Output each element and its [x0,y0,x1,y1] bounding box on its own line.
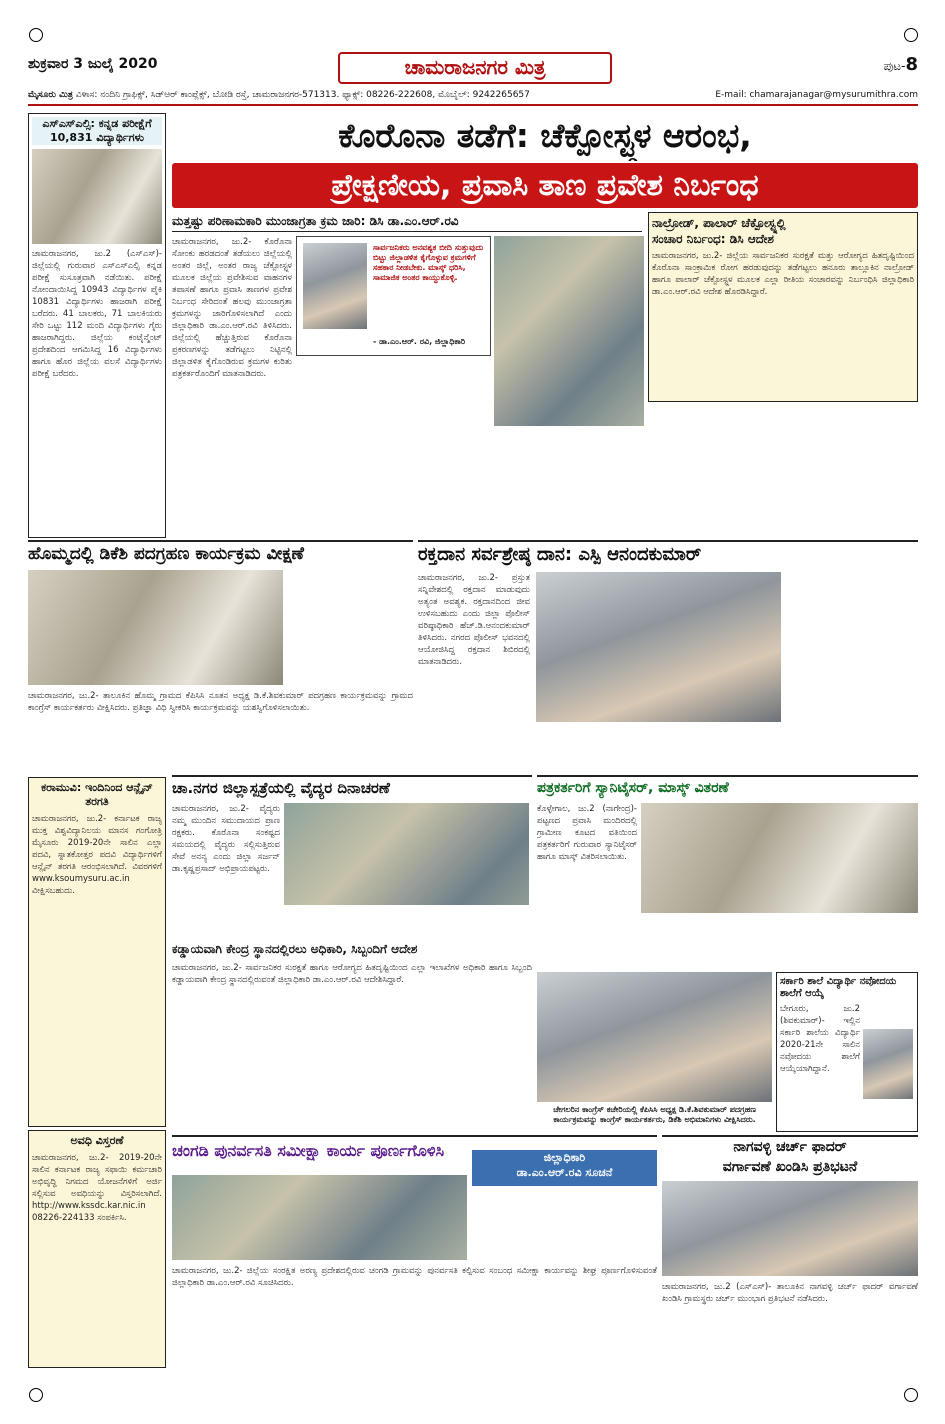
checkpost-photo [494,236,644,426]
dks-watch-photo [537,972,772,1102]
lead-title-line1: ಕೊರೊನಾ ತಡೆಗೆ: ಚೆಕ್ಪೋಸ್ಟ್ಗಳ ಆರಂಭ, [338,116,752,155]
rehab-tag2: ಡಾ.ಎಂ.ಆರ್.ರವಿ ಸೂಚನೆ [516,1166,613,1179]
school-title: ಸರ್ಕಾರಿ ಶಾಲೆ ವಿದ್ಯಾರ್ಥಿ ನವೋದಯ ಶಾಲೆಗೆ ಆಯ್ಕೆ [780,976,897,999]
sslc-photo [32,149,162,244]
lead-subtitle-text: ಮತ್ತಷ್ಟು ಪರಿಣಾಮಕಾರಿ ಮುಂಜಾಗ್ರತಾ ಕ್ರಮ ಜಾರಿ: ಡಿಸಿ ಡಾ.ಎಂ.ಆರ್.ರವಿ [172,214,459,228]
checkpost-title: ನಾಲ್ರೋಡ್, ಪಾಲಾರ್ ಚೆಕ್ಪೋಸ್ಟ್ನಲ್ಲಿ [652,216,786,230]
blood-title: ರಕ್ತದಾನ ಸರ್ವಶ್ರೇಷ್ಠ ದಾನ: ಎಸ್ಪಿ ಆನಂದಕುಮಾರ್ [418,544,702,565]
lead-headline [172,113,918,161]
father-article [662,1135,918,1368]
lead-quote-box [296,236,491,356]
lead-quote-by: - ಡಾ.ಎಂ.ಆರ್. ರವಿ, ಜಿಲ್ಲಾಧಿಕಾರಿ [373,337,466,346]
extension-article [28,1130,166,1368]
sslc-body: ಚಾಮರಾಜನಗರ, ಜು.2 (ಎಸ್ಎಸ್)- ಜಿಲ್ಲೆಯಲ್ಲಿ ಗುರುವಾರ ಎಸ್ಎಸ್ಎಲ್ಸಿ ಕನ್ನಡ ಪರೀಕ್ಷೆ ಸುಸೂತ್ರವಾಗಿ ನಡೆಯಿತು. ಪರೀಕ್ಷೆ ನೋಂದಾಯಿಸಿದ್ದ 10943 ವಿದ್ಯಾರ್ಥಿಗಳ ಪೈಕಿ 10831 ವಿದ್ಯಾರ್ಥಿಗಳು ಹಾಜರಾಗಿ ಪರೀಕ್ಷೆ ಬರೆದರು. 41 ಬಾಲಕರು, 71 ಬಾಲಕಿಯರು ಸೇರಿ ಒಟ್ಟು 112 ಮಂದಿ ವಿದ್ಯಾರ್ಥಿಗಳು ಗೈರು ಹಾಜರಾಗಿದ್ದರು. ಜಿಲ್ಲೆಯ ಕಂಟೈನ್ಮೆಂಟ್ ಪ್ರದೇಶದಿಂದ ಆಗಮಿಸಿದ್ದ 16 ವಿದ್ಯಾರ್ಥಿಗಳು ಹಾಗೂ ಹೊರ ಜಿಲ್ಲೆಯ ವಲಸೆ ವಿದ್ಯಾರ್ಥಿಗಳು ಪರೀಕ್ಷೆ ಬರೆದರು. [32,249,162,379]
ksou-body: ಚಾಮರಾಜನಗರ, ಜು.2- ಕರ್ನಾಟಕ ರಾಜ್ಯ ಮುಕ್ತ ವಿಶ್ವವಿದ್ಯಾನಿಲಯ ಮಾನಸ ಗಂಗೋತ್ರಿ ಮೈಸೂರು 2019-20ನೇ ಸಾಲಿನ ಎಲ್ಲಾ ಪದವಿ, ಸ್ನಾತಕೋತ್ತರ ಪದವಿ ವಿದ್ಯಾರ್ಥಿಗಳಿಗೆ ಆನ್ಲೈನ್ ತರಗತಿ ಆರಂಭಿಸಲಾಗಿದೆ. ವಿವರಗಳಿಗೆ www.ksoumysuru.ac.in ವೀಕ್ಷಿಸಬಹುದು. [32,814,162,896]
father-body: ಚಾಮರಾಜನಗರ, ಜು.2 (ಎಸ್ಎಸ್)- ತಾಲೂಕಿನ ನಾಗವಳ್ಳಿ ಚರ್ಚ್ ಫಾದರ್ ವರ್ಗಾವಣೆ ಖಂಡಿಸಿ ಗ್ರಾಮಸ್ಥರು ಚರ್ಚ್ ಮುಂಭಾಗ ಪ್ರತಿಭಟನೆ ನಡೆಸಿದರು. [662,1282,918,1304]
sanitizer-title: ಪತ್ರಕರ್ತರಿಗೆ ಸ್ಯಾನಿಟೈಸರ್, ಮಾಸ್ಕ್ ವಿತರಣೆ [537,780,729,796]
page-label: ಪುಟ- [883,59,906,73]
checkpost-subtitle: ಸಂಚಾರ ನಿರ್ಬಂಧ: ಡಿಸಿ ಆದೇಶ [652,232,774,246]
blood-body: ಚಾಮರಾಜನಗರ, ಜು.2- ಪ್ರಸ್ತುತ ಸನ್ನಿವೇಶದಲ್ಲಿ ರಕ್ತದಾನ ಮಾಡುವುದು ಅತ್ಯಂತ ಅವಶ್ಯಕ. ರಕ್ತದಾನದಿಂದ ಜೀವ ಉಳಿಸಬಹುದು ಎಂದು ಜಿಲ್ಲಾ ಪೊಲೀಸ್ ವರಿಷ್ಠಾಧಿಕಾರಿ ಹೆಚ್.ಡಿ.ಆನಂದಕುಮಾರ್ ತಿಳಿಸಿದರು. ನಗರದ ಪೊಲೀಸ್ ಭವನದಲ್ಲಿ ಆಯೋಜಿಸಿದ್ದ ರಕ್ತದಾನ ಶಿಬಿರದಲ್ಲಿ ಮಾತನಾಡಿದರು. [418,573,530,667]
father-photo [662,1181,918,1276]
rehab-body: ಚಾಮರಾಜನಗರ, ಜು.2- ಜಿಲ್ಲೆಯ ಸಂರಕ್ಷಿತ ಅರಣ್ಯ ಪ್ರದೇಶದಲ್ಲಿರುವ ಚಂಗಡಿ ಗ್ರಾಮವನ್ನು ಪುನರ್ವಸತಿ ಕಲ್ಪಿಸುವ ಸಂಬಂಧ ಸಮೀಕ್ಷಾ ಕಾರ್ಯವನ್ನು ಶೀಘ್ರ ಪೂರ್ಣಗೊಳಿಸುವಂತೆ ಜಿಲ್ಲಾಧಿಕಾರಿ ಡಾ.ಎಂ.ಆರ್.ರವಿ ಸೂಚಿಸಿದರು. [172,1266,657,1288]
rehab-tag [472,1150,657,1186]
officers-body: ಚಾಮರಾಜನಗರ, ಜು.2- ಸಾರ್ವಜನಿಕರ ಸುರಕ್ಷತೆ ಹಾಗೂ ಆರೋಗ್ಯದ ಹಿತದೃಷ್ಟಿಯಿಂದ ಎಲ್ಲಾ ಇಲಾಖೆಗಳ ಅಧಿಕಾರಿ ಹಾಗೂ ಸಿಬ್ಬಂದಿ ಕಡ್ಡಾಯವಾಗಿ ಕೇಂದ್ರ ಸ್ಥಾನದಲ್ಲಿರುವಂತೆ ಜಿಲ್ಲಾಧಿಕಾರಿ ಡಾ.ಎಂ.ಆರ್.ರವಿ ಆದೇಶಿಸಿದ್ದಾರೆ. [172,963,532,985]
address: ವಿಳಾಸ: ನಂದಿನಿ ಗ್ರಾಫಿಕ್ಸ್, ಸಿಡ್ಆರ್ ಕಾಂಪ್ಲೆಕ್ಸ್, ಬೋಡಿ ರಸ್ತೆ, ಚಾಮರಾಜನಗರ-571313. ಫ್ಯಾಕ್ಸ್: 08226-222608, ಮೊಬೈಲ್: 9242265657 [75,90,530,100]
officers-article [172,940,532,1130]
checkpost-body: ಚಾಮರಾಜನಗರ, ಜು.2- ಜಿಲ್ಲೆಯ ಸಾರ್ವಜನಿಕರ ಸುರಕ್ಷತೆ ಮತ್ತು ಆರೋಗ್ಯದ ಹಿತದೃಷ್ಟಿಯಿಂದ ಕೊರೊನಾ ಸಾಂಕ್ರಾಮಿಕ ರೋಗ ಹರಡುವುದನ್ನು ತಡೆಗಟ್ಟಲು ಹನೂರು ತಾಲ್ಲೂಕಿನ ನಾಲ್ರೋಡ್ ಹಾಗೂ ಪಾಲಾರ್ ಚೆಕ್ಪೋಸ್ಟ್ಗಳ ಮೂಲಕ ಎಲ್ಲಾ ರೀತಿಯ ಸಂಚಾರವನ್ನು ನಿರ್ಬಂಧಿಸಿ ಜಿಲ್ಲಾಧಿಕಾರಿ ಡಾ.ಎಂ.ಆರ್.ರವಿ ಆದೇಶ ಹೊರಡಿಸಿದ್ದಾರೆ. [652,251,914,297]
issue-date: ಶುಕ್ರವಾರ 3 ಜುಲೈ 2020 [28,56,158,72]
sanitizer-caption: ಚೇಗಲರಿನ ಕಾಂಗ್ರೆಸ್ ಕಚೇರಿಯಲ್ಲಿ ಕೆಪಿಸಿಸಿ ಅಧ್ಯಕ್ಷ ಡಿ.ಕೆ.ಶಿವಕುಮಾರ್ ಪದಗ್ರಹಣ ಕಾರ್ಯಕ್ರಮವನ್ನು ಕಾಂಗ್ರೆಸ್ ಕಾರ್ಯಕರ್ತರು, ಡಿಕೆಶಿ ಅಭಿಮಾನಿಗಳು ವೀಕ್ಷಿಸಿದರು. [553,1105,756,1124]
school-article [776,972,918,1132]
dks-article [28,540,413,770]
lead-title-line2: ಪ್ರೇಕ್ಷಣೀಯ, ಪ್ರವಾಸಿ ತಾಣ ಪ್ರವೇಶ ನಿರ್ಬಂಧ [331,168,759,203]
paper-name: ಚಾಮರಾಜನಗರ ಮಿತ್ರ [338,52,612,84]
doctors-article [172,775,532,905]
ksou-article [28,777,166,1127]
doctors-body: ಚಾಮರಾಜನಗರ, ಜು.2- ವೈದ್ಯರು ನಮ್ಮ ಮುಂದಿನ ಸಮುದಾಯದ ಪ್ರಾಣ ರಕ್ಷಕರು. ಕೊರೊನಾ ಸಂಕಷ್ಟದ ಸಮಯದಲ್ಲಿ ವೈದ್ಯರು ಸಲ್ಲಿಸುತ್ತಿರುವ ಸೇವೆ ಅನನ್ಯ ಎಂದು ಜಿಲ್ಲಾ ಸರ್ಜನ್ ಡಾ.ಕೃಷ್ಣಪ್ರಸಾದ್ ಅಭಿಪ್ರಾಯಪಟ್ಟರು. [172,804,280,874]
registration-mark [29,1388,43,1402]
publisher: ಮೈಸೂರು ಮಿತ್ರ [28,90,73,100]
father-title1: ನಾಗವಳ್ಳಿ ಚರ್ಚ್ ಫಾದರ್ [733,1139,847,1155]
student-photo [863,1029,913,1099]
lead-subtitle [172,212,642,232]
sslc-article [28,113,166,538]
checkpost-article [648,212,918,402]
registration-mark [904,1388,918,1402]
rehab-title: ಚಂಗಡಿ ಪುನರ್ವಸತಿ ಸಮೀಕ್ಷಾ ಕಾರ್ಯ ಪೂರ್ಣಗೊಳಿಸಿ [172,1141,445,1160]
dks-title: ಹೊಮ್ಮದಲ್ಲಿ ಡಿಕೆಶಿ ಪದಗ್ರಹಣ ಕಾರ್ಯಕ್ರಮ ವೀಕ್ಷಣೆ [28,544,304,564]
rehab-tag1: ಜಿಲ್ಲಾಧಿಕಾರಿ [543,1151,586,1164]
page-number [884,54,918,75]
blood-photo [536,572,781,722]
contact-line [28,90,918,106]
dks-photo [28,570,283,685]
doctors-title: ಚಾ.ನಗರ ಜಿಲ್ಲಾಸ್ಪತ್ರೆಯಲ್ಲಿ ವೈದ್ಯರ ದಿನಾಚರಣೆ [172,779,390,797]
ksou-title: ಕರಾಮುವಿ: ಇಂದಿನಿಂದ ಆನ್ಲೈನ್ ತರಗತಿ [41,781,153,808]
sanitizer-photo [641,803,918,913]
dc-portrait [303,243,367,329]
dks-body: ಚಾಮರಾಜನಗರ, ಜು.2- ತಾಲೂಕಿನ ಹೊಮ್ಮ ಗ್ರಾಮದ ಕೆಪಿಸಿಸಿ ನೂತನ ಅಧ್ಯಕ್ಷ ಡಿ.ಕೆ.ಶಿವಕುಮಾರ್ ಪದಗ್ರಹಣ ಕಾರ್ಯಕ್ರಮವನ್ನು ಗ್ರಾಮದ ಕಾಂಗ್ರೆಸ್ ಕಾರ್ಯಕರ್ತರು ವೀಕ್ಷಿಸಿದರು. ಪ್ರತಿಜ್ಞಾ ವಿಧಿ ಸ್ವೀಕರಿಸಿ ಕಾರ್ಯಕ್ರಮವನ್ನು ಯಶಸ್ವಿಗೊಳಿಸಲಾಯಿತು. [28,691,413,713]
sslc-title: ಎಸ್ಎಸ್ಎಲ್ಸಿ: ಕನ್ನಡ ಪರೀಕ್ಷೆಗೆ 10,831 ವಿದ್ಯಾರ್ಥಿಗಳು [32,117,162,145]
school-body: ಬೇಗೂರು, ಜು.2 (ಶಿವಕುಮಾರ್)- ಇಲ್ಲಿನ ಸರ್ಕಾರಿ ಶಾಲೆಯ ವಿದ್ಯಾರ್ಥಿ 2020-21ನೇ ಸಾಲಿನ ನವೋದಯ ಶಾಲೆಗೆ ಆಯ್ಕೆಯಾಗಿದ್ದಾನೆ. [780,1004,860,1074]
page-number-value: 8 [905,54,918,75]
email: E-mail: chamarajanagar@mysurumithra.com [715,90,918,100]
lead-body: ಚಾಮರಾಜನಗರ, ಜು.2- ಕೊರೊನಾ ಸೋಂಕು ಹರಡದಂತೆ ತಡೆಯಲು ಜಿಲ್ಲೆಯಲ್ಲಿ ಅಂತರ ಜಿಲ್ಲೆ, ಅಂತರ ರಾಜ್ಯ ಚೆಕ್ಪೋಸ್ಟ್ಗಳ ಮೂಲಕ ಜಿಲ್ಲೆಯ ಪ್ರವೇಶಿಸುವ ವಾಹನಗಳ ತಪಾಸಣೆ ಹಾಗೂ ಪ್ರವಾಸಿ ತಾಣಗಳ ಪ್ರವೇಶ ನಿರ್ಬಂಧ ಸೇರಿದಂತೆ ಹಲವು ಮುಂಜಾಗ್ರತಾ ಕ್ರಮಗಳನ್ನು ಜಾರಿಗೊಳಿಸಲಾಗಿದೆ ಎಂದು ಜಿಲ್ಲಾಧಿಕಾರಿ ಡಾ.ಎಂ.ಆರ್.ರವಿ ತಿಳಿಸಿದರು. ಜಿಲ್ಲೆಯಲ್ಲಿ ಹೆಚ್ಚುತ್ತಿರುವ ಕೊರೊನಾ ಪ್ರಕರಣಗಳನ್ನು ತಡೆಗಟ್ಟಲು ನಿಟ್ಟಿನಲ್ಲಿ ಜಿಲ್ಲಾಡಳಿತ ಕೈಗೊಂಡಿರುವ ಕ್ರಮಗಳ ಕುರಿತು ಪತ್ರಕರ್ತರೊಂದಿಗೆ ಮಾತನಾಡಿದರು. [172,237,292,379]
registration-mark [29,28,43,42]
blood-article [418,540,918,770]
extension-body: ಚಾಮರಾಜನಗರ, ಜು.2- 2019-20ನೇ ಸಾಲಿನ ಕರ್ನಾಟಕ ರಾಜ್ಯ ಸಫಾಯಿ ಕರ್ಮಚಾರಿ ಅಭಿವೃದ್ಧಿ ನಿಗಮದ ಯೋಜನೆಗಳಿಗೆ ಅರ್ಜಿ ಸಲ್ಲಿಸುವ ಅವಧಿಯನ್ನು ವಿಸ್ತರಿಸಲಾಗಿದೆ. http://www.kssdc.kar.nic.in 08226-224133 ಸಂಪರ್ಕಿಸಿ. [32,1153,162,1223]
officers-title: ಕಡ್ಡಾಯವಾಗಿ ಕೇಂದ್ರ ಸ್ಥಾನದಲ್ಲಿರಲು ಅಧಿಕಾರಿ, ಸಿಬ್ಬಂದಿಗೆ ಆದೇಶ [172,942,418,956]
rehab-photo [172,1175,467,1260]
doctors-photo [284,803,529,905]
sanitizer-body: ಕೊಳ್ಳೇಗಾಲ, ಜು.2 (ನಾಗೇಂದ್ರ)- ಪಟ್ಟಣದ ಪ್ರವಾಸಿ ಮಂದಿರದಲ್ಲಿ ಗ್ರಾಮೀಣ ಕೂಟದ ವತಿಯಿಂದ ಪತ್ರಕರ್ತರಿಗೆ ಗುರುವಾರ ಸ್ಯಾನಿಟೈಸರ್ ಹಾಗೂ ಮಾಸ್ಕ್ ವಿತರಿಸಲಾಯಿತು. [537,804,637,862]
lead-quote: ಸಾರ್ವಜನಿಕರು ಅನವಶ್ಯಕ ಬೀದಿ ಸುತ್ತುವುದು ಬಿಟ್ಟು ಜಿಲ್ಲಾಡಳಿತ ಕೈಗೊಳ್ಳುವ ಕ್ರಮಗಳಿಗೆ ಸಹಕಾರ ನೀಡಬೇಕು. ಮಾಸ್ಕ್ ಧರಿಸಿ, ಸಾಮಾಜಿಕ ಅಂತರ ಕಾಯ್ದುಕೊಳ್ಳಿ. [373,243,484,282]
lead-headline-band [172,163,918,208]
masthead [28,52,918,84]
father-title2: ವರ್ಗಾವಣೆ ಖಂಡಿಸಿ ಪ್ರತಿಭಟನೆ [722,1159,858,1175]
extension-title: ಅವಧಿ ವಿಸ್ತರಣೆ [70,1134,124,1147]
column-text [648,406,918,538]
registration-mark [904,28,918,42]
